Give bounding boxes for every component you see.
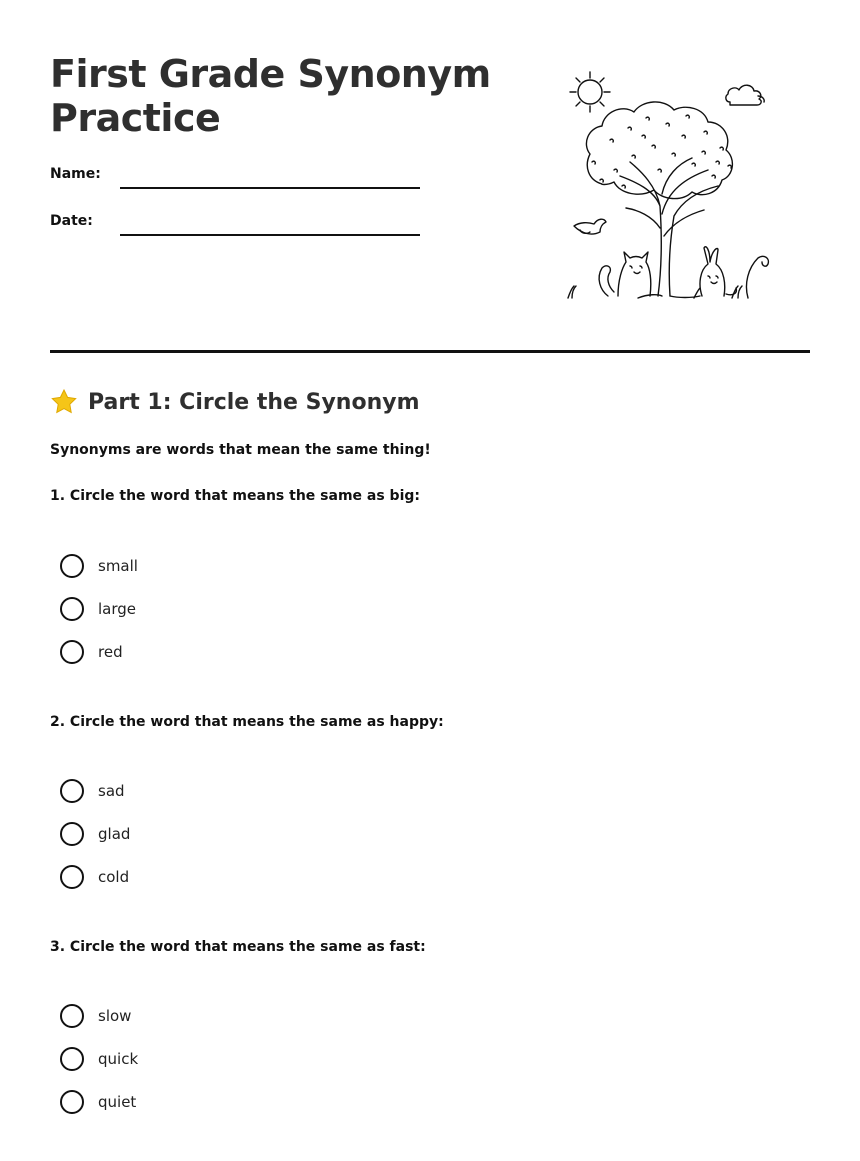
section-title: Part 1: Circle the Synonym xyxy=(88,389,420,415)
option-small[interactable] xyxy=(60,553,138,579)
option-glad[interactable] xyxy=(60,821,130,847)
option-sad[interactable] xyxy=(60,778,125,804)
cloud-icon xyxy=(726,85,764,105)
page-title: First Grade Synonym Practice xyxy=(50,52,491,140)
radio-circle[interactable] xyxy=(60,1047,84,1071)
option-label: red xyxy=(98,643,123,661)
cat-icon xyxy=(618,252,651,296)
date-label: Date: xyxy=(50,213,93,229)
name-field[interactable] xyxy=(120,187,420,189)
radio-circle[interactable] xyxy=(60,1090,84,1114)
option-large[interactable] xyxy=(60,596,136,622)
option-red[interactable] xyxy=(60,639,123,665)
option-label: quick xyxy=(98,1050,139,1068)
intro-text: Synonyms are words that mean the same thing! xyxy=(50,442,431,458)
section-heading xyxy=(50,388,420,416)
option-label: cold xyxy=(98,868,130,886)
name-label: Name: xyxy=(50,166,101,182)
question-3: 3. Circle the word that means the same as fast: xyxy=(50,939,426,955)
option-quiet[interactable] xyxy=(60,1089,136,1115)
radio-circle[interactable] xyxy=(60,779,84,803)
sun-icon xyxy=(570,72,610,112)
question-1: 1. Circle the word that means the same as big: xyxy=(50,488,420,504)
option-label: large xyxy=(98,600,137,618)
bird-icon xyxy=(574,219,606,234)
option-label: small xyxy=(98,557,138,575)
option-slow[interactable] xyxy=(60,1003,131,1029)
option-cold[interactable] xyxy=(60,864,129,890)
radio-circle[interactable] xyxy=(60,1004,84,1028)
radio-circle[interactable] xyxy=(60,865,84,889)
question-2: 2. Circle the word that means the same as happy: xyxy=(50,714,444,730)
radio-circle[interactable] xyxy=(60,640,84,664)
option-label: slow xyxy=(98,1007,132,1025)
option-quick[interactable] xyxy=(60,1046,138,1072)
option-label: glad xyxy=(98,825,131,843)
radio-circle[interactable] xyxy=(60,554,84,578)
rabbit-icon xyxy=(700,247,736,296)
star-icon xyxy=(50,388,78,416)
option-label: sad xyxy=(98,782,125,800)
radio-circle[interactable] xyxy=(60,822,84,846)
section-divider xyxy=(50,350,810,353)
tail-icon xyxy=(746,256,768,298)
squirrel-icon xyxy=(599,266,614,296)
option-label: quiet xyxy=(98,1093,137,1111)
tree-illustration xyxy=(562,66,788,304)
radio-circle[interactable] xyxy=(60,597,84,621)
date-field[interactable] xyxy=(120,234,420,236)
tree-icon xyxy=(586,102,732,298)
